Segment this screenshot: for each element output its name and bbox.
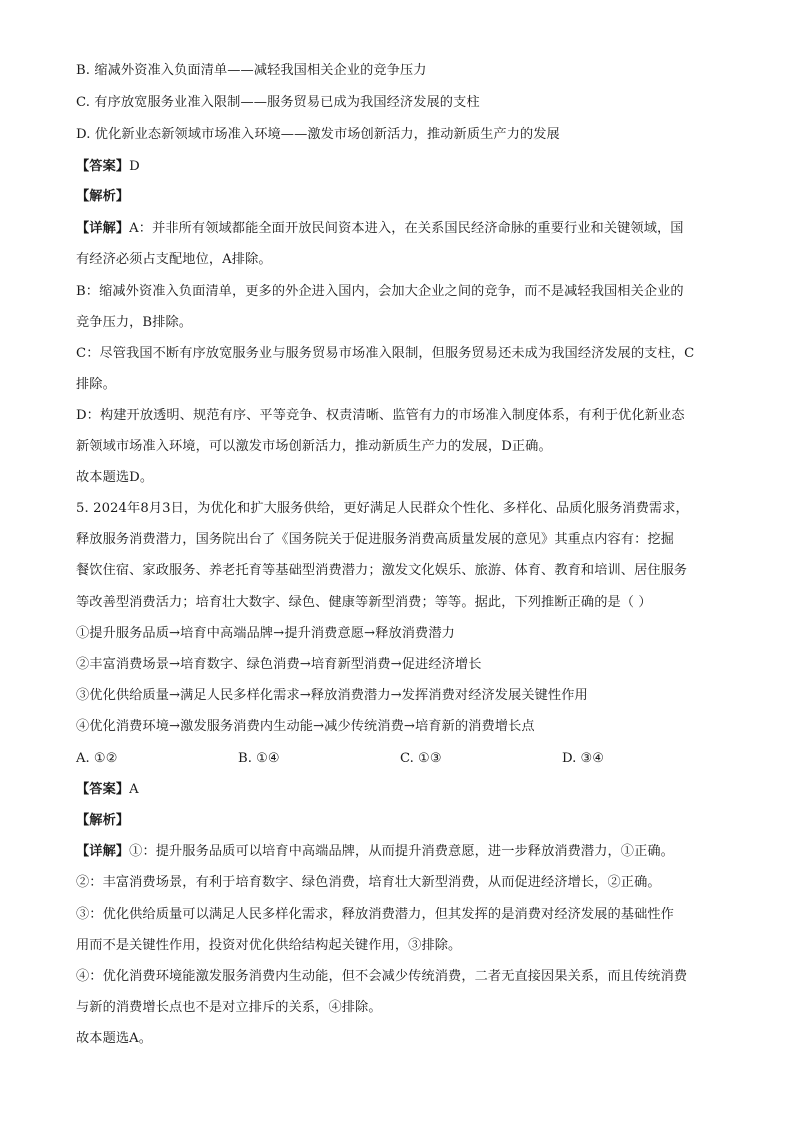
q5-choice-d: D. ③④ <box>562 751 605 766</box>
q5-detail-line: 用而不是关键性作用，投资对优化供给结构起关键作用，③排除。 <box>76 938 462 953</box>
q4-option-b: B. 缩减外资准入负面清单——减轻我国相关企业的竞争压力 <box>76 63 427 78</box>
q4-option-d: D. 优化新业态新领域市场准入环境——激发市场创新活力，推动新质生产力的发展 <box>76 127 560 142</box>
q5-stem-line: 餐饮住宿、家政服务、养老托育等基础型消费潜力；激发文化娱乐、旅游、体育、教育和培训、居住服务 <box>76 563 688 578</box>
q4-option-c: C. 有序放宽服务业准入限制——服务贸易已成为我国经济发展的支柱 <box>76 95 480 110</box>
q5-answer <box>76 781 139 799</box>
q4-detail-line: D：构建开放透明、规范有序、平等竞争、权责清晰、监管有力的市场准入制度体系，有利于优化新业态 <box>76 408 685 423</box>
q5-stem-line: 等改善型消费活力；培育壮大数字、绿色、健康等新型消费；等等。据此，下列推断正确的是（ ） <box>76 595 652 610</box>
q5-choice-c: C. ①③ <box>400 751 442 766</box>
q5-analysis-tag: 【解析】 <box>76 813 130 828</box>
q5-stem-line: 5. 2024年8月3日，为优化和扩大服务供给，更好满足人民群众个性化、多样化、品质化服务消费需求， <box>76 501 689 516</box>
q5-detail-line: ③：优化供给质量可以满足人民多样化需求，释放消费潜力，但其发挥的是消费对经济发展的基础性作 <box>76 907 674 922</box>
q5-answer-tag: 【答案】 <box>76 782 130 797</box>
q5-detail-line: ②：丰富消费场景，有利于培育数字、绿色消费，培育壮大新型消费，从而促进经济增长，②正确。 <box>76 875 661 890</box>
q4-detail-text: A：并非所有领域都能全面开放民间资本进入，在关系国民经济命脉的重要行业和关键领域，国 <box>129 221 684 236</box>
q5-detail-line: 与新的消费增长点也不是对立排斥的关系，④排除。 <box>76 1000 382 1015</box>
q5-statement-4: ④优化消费环境→激发服务消费内生动能→减少传统消费→培育新的消费增长点 <box>76 719 535 734</box>
q5-statement-3: ③优化供给质量→满足人民多样化需求→释放消费潜力→发挥消费对经济发展关键性作用 <box>76 688 588 703</box>
q4-detail-line: 新领域市场准入环境，可以激发市场创新活力，推动新质生产力的发展，D正确。 <box>76 439 552 454</box>
q5-answer-value: A <box>129 782 139 797</box>
q5-detail-line <box>76 843 674 861</box>
q5-choice-b: B. ①④ <box>238 751 280 766</box>
q4-answer-value: D <box>129 159 140 174</box>
q4-answer <box>76 158 140 176</box>
q4-detail-line: 竞争压力，B排除。 <box>76 315 193 330</box>
q5-statement-2: ②丰富消费场景→培育数字、绿色消费→培育新型消费→促进经济增长 <box>76 657 482 672</box>
q4-detail-line: 排除。 <box>76 377 116 392</box>
q5-conclusion: 故本题选A。 <box>76 1031 153 1046</box>
q5-stem-line: 释放服务消费潜力，国务院出台了《国务院关于促进服务消费高质量发展的意见》其重点内容有：挖掘 <box>76 532 674 547</box>
q4-detail-line: C：尽管我国不断有序放宽服务业与服务贸易市场准入限制，但服务贸易还未成为我国经济发展的支柱，C <box>76 346 695 361</box>
q5-detail-line: ④：优化消费环境能激发服务消费内生动能，但不会减少传统消费，二者无直接因果关系，而且传统消费 <box>76 969 688 984</box>
q4-detail-line: 有经济必须占支配地位，A排除。 <box>76 252 272 267</box>
q5-statement-1: ①提升服务品质→培育中高端品牌→提升消费意愿→释放消费潜力 <box>76 626 455 641</box>
q5-detail-tag: 【详解】 <box>76 844 130 859</box>
q4-detail-tag: 【详解】 <box>76 221 130 236</box>
q5-detail-text: ①：提升服务品质可以培育中高端品牌，从而提升消费意愿，进一步释放消费潜力，①正确。 <box>129 844 674 859</box>
q5-choice-a: A. ①② <box>76 751 118 766</box>
q4-conclusion: 故本题选D。 <box>76 470 154 485</box>
q4-detail-line <box>76 220 684 238</box>
q4-answer-tag: 【答案】 <box>76 159 130 174</box>
q4-detail-line: B：缩减外资准入负面清单，更多的外企进入国内，会加大企业之间的竞争，而不是减轻我国相关企业的 <box>76 284 684 299</box>
q4-analysis-tag: 【解析】 <box>76 189 130 204</box>
